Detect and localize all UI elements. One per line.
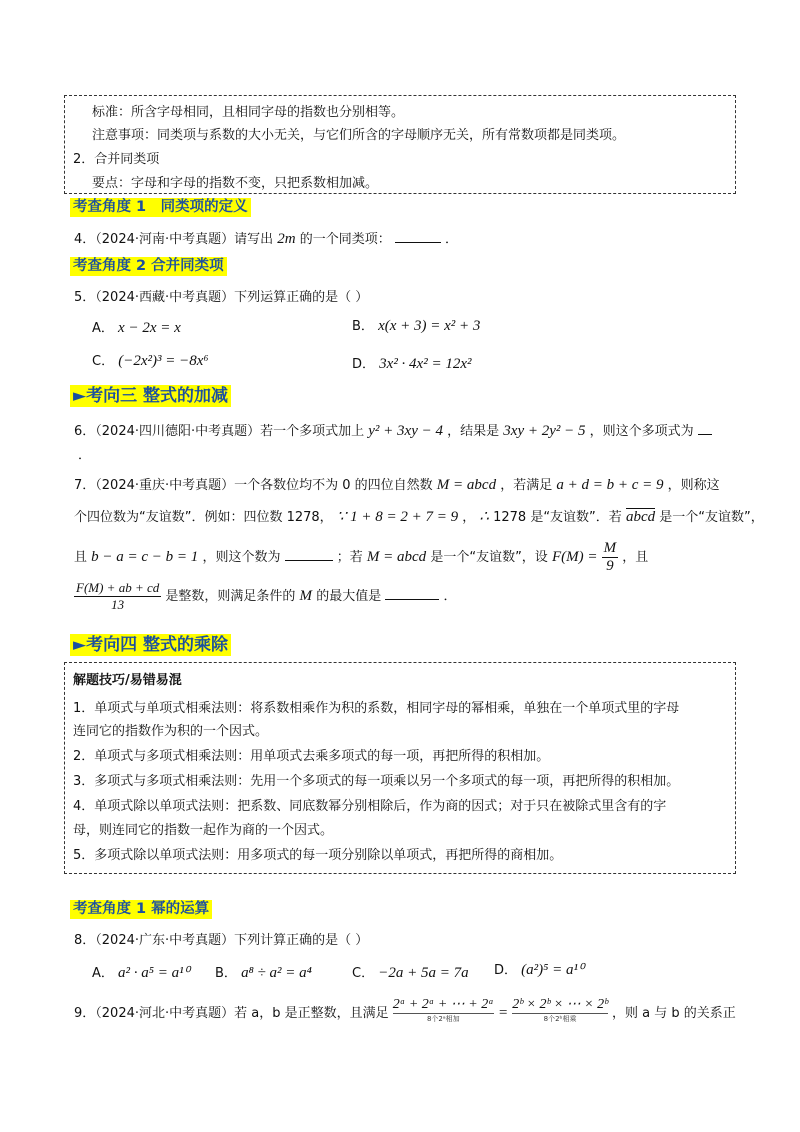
q7-l3-eq: b − a = c − b = 1 — [91, 549, 199, 565]
section-heading-like-terms-definition: 考查角度 1 同类项的定义 — [70, 198, 251, 217]
tips-title: 解题技巧/易错易混 — [73, 673, 182, 688]
question-7-line-4 — [74, 580, 457, 613]
q7-l3-f: F(M) = — [551, 549, 598, 565]
q7-l1-b: ，若满足 — [500, 478, 553, 493]
q7-l4-fraction-numerator: F(M) + ab + cd — [76, 580, 160, 595]
q5-option-a-label: A． — [92, 321, 114, 336]
q7-l1-m: M = abcd — [436, 477, 497, 493]
q9-sum-group — [393, 996, 494, 1024]
section-heading-power-operations: 考查角度 1 幂的运算 — [70, 900, 212, 919]
section-heading-multiplication-division: ►考向四 整式的乘除 — [70, 634, 231, 656]
question-5-stem: 5．（2024·西藏·中考真题）下列运算正确的是（ ） — [74, 290, 369, 305]
q7-l3-a: 且 — [74, 550, 88, 565]
q5-option-a[interactable] — [92, 317, 181, 337]
box-line-notes: 注意事项：同类项与系数的大小无关，与它们所含的字母顺序无关，所有常数项都是同类项。 — [92, 128, 626, 143]
q9-product-group — [512, 996, 608, 1024]
q8-option-b-label: B． — [215, 966, 237, 981]
q8-option-c[interactable] — [352, 962, 469, 982]
q8-option-d[interactable] — [494, 959, 584, 979]
q7-l3-d: 是一个“友谊数”，设 — [430, 550, 548, 565]
q7-l2-abcd: abcd — [625, 509, 656, 525]
tips-line-3: 3．多项式与多项式相乘法则：先用一个多项式的每一项乘以另一个多项式的每一项，再把所得的积相加。 — [73, 774, 680, 789]
q6-expr2: 3xy + 2y² − 5 — [503, 423, 586, 439]
q9-prefix: 9．（2024·河北·中考真题）若 a，b 是正整数，且满足 — [74, 1006, 389, 1021]
q5-option-a-expr: x − 2x = x — [118, 320, 181, 336]
q4-answer-blank[interactable] — [395, 230, 441, 243]
q6-suffix: ，则这个多项式为 — [589, 424, 694, 439]
tips-line-2: 2．单项式与多项式相乘法则：用单项式去乘多项式的每一项，再把所得的积相加。 — [73, 749, 550, 764]
q7-l3-fraction — [602, 540, 619, 575]
tips-line-5: 5．多项式除以单项式法则：用多项式的每一项分别除以单项式，再把所得的商相加。 — [73, 848, 563, 863]
top-definition-box — [64, 95, 736, 194]
question-7-line-1 — [74, 474, 720, 494]
q7-l2-d: 是一个“友谊数”， — [659, 510, 764, 525]
q5-option-b-label: B． — [352, 319, 374, 334]
q7-l3-m: M = abcd — [366, 549, 427, 565]
q5-option-d-label: D． — [352, 357, 376, 372]
q7-blank-1[interactable] — [285, 548, 333, 561]
q5-option-b[interactable] — [352, 315, 480, 335]
q5-option-c-expr: (−2x²)³ = −8x⁶ — [118, 353, 209, 369]
box-line-merge-heading: 2．合并同类项 — [73, 152, 160, 167]
tips-line-1b: 连同它的指数作为积的一个因式。 — [73, 724, 269, 739]
q9-product-underbrace-label: 8个2ᵇ相乘 — [512, 1013, 608, 1024]
question-4 — [74, 228, 458, 248]
q8-option-a-label: A． — [92, 966, 114, 981]
question-9 — [74, 997, 736, 1024]
question-7-line-3 — [74, 540, 648, 575]
q8-option-a[interactable] — [92, 962, 190, 982]
q5-option-d-expr: 3x² · 4x² = 12x² — [379, 356, 472, 372]
q9-suffix: ，则 a 与 b 的关系正 — [612, 1006, 736, 1021]
box-line-key-point: 要点：字母和字母的指数不变，只把系数相加减。 — [92, 176, 379, 191]
q7-l3-e: ，且 — [622, 550, 649, 565]
q6-end: ． — [78, 448, 92, 463]
q7-l4-fraction — [74, 580, 161, 613]
q8-option-d-expr: (a²)⁵ = a¹⁰ — [521, 962, 584, 978]
q6-expr1: y² + 3xy − 4 — [368, 423, 443, 439]
q7-l4-m: M — [299, 588, 313, 604]
q9-sum: 2ᵃ + 2ᵃ + ⋯ + 2ᵃ — [392, 997, 494, 1012]
q7-l2-eq1: ∵ 1 + 8 = 2 + 7 = 9 — [336, 509, 459, 525]
q7-l4-end: ． — [443, 589, 457, 604]
q7-l3-b: ，则这个数为 — [202, 550, 281, 565]
question-6 — [74, 420, 712, 440]
q8-option-c-expr: −2a + 5a = 7a — [378, 965, 469, 981]
q7-l4-b: 的最大值是 — [316, 589, 382, 604]
q8-option-c-label: C． — [352, 966, 375, 981]
q7-l1-a: 7．（2024·重庆·中考真题）一个各数位均不为 0 的四位自然数 — [74, 478, 433, 493]
q6-prefix: 6．（2024·四川德阳·中考真题）若一个多项式加上 — [74, 424, 365, 439]
tips-line-4: 4．单项式除以单项式法则：把系数、同底数幂分别相除后，作为商的因式；对于只在被除式里含有的字 — [73, 799, 667, 814]
q4-expr: 2m — [277, 231, 296, 247]
q8-option-b[interactable] — [215, 962, 312, 982]
q7-l2-eq2: ∴ — [479, 509, 489, 525]
q4-end: ． — [445, 232, 459, 247]
question-7-line-2 — [74, 506, 764, 526]
q4-prefix: 4．（2024·河南·中考真题）请写出 — [74, 232, 274, 247]
q9-product: 2ᵇ × 2ᵇ × ⋯ × 2ᵇ — [512, 997, 608, 1012]
q7-l4-a: 是整数，则满足条件的 — [165, 589, 296, 604]
q6-answer-blank[interactable] — [698, 422, 712, 435]
tips-line-1: 1．单项式与单项式相乘法则：将系数相乘作为积的系数，相同字母的幂相乘，单独在一个单项式里的字母 — [73, 701, 680, 716]
q5-option-d[interactable] — [352, 353, 472, 373]
q5-option-c-label: C． — [92, 354, 115, 369]
question-8-stem: 8．（2024·广东·中考真题）下列计算正确的是（ ） — [74, 933, 369, 948]
section-heading-addition-subtraction: ►考向三 整式的加减 — [70, 385, 231, 407]
q5-option-c[interactable] — [92, 350, 209, 370]
q9-equals: = — [497, 1005, 509, 1021]
q7-l3-fraction-numerator: M — [603, 540, 617, 556]
q8-option-a-expr: a² · a⁵ = a¹⁰ — [118, 965, 190, 981]
q7-l3-c: ；若 — [336, 550, 363, 565]
q4-suffix: 的一个同类项： — [299, 232, 391, 247]
q7-l1-c: ，则称这 — [667, 478, 720, 493]
q7-blank-2[interactable] — [385, 587, 439, 600]
q7-l2-c: 1278 是“友谊数”．若 — [493, 510, 622, 525]
q6-middle: ，结果是 — [447, 424, 500, 439]
box-line-standard: 标准：所含字母相同，且相同字母的指数也分别相等。 — [92, 105, 405, 120]
q7-l4-fraction-denominator: 13 — [111, 597, 125, 612]
q5-option-b-expr: x(x + 3) = x² + 3 — [378, 318, 481, 334]
q9-sum-underbrace-label: 8个2ᵃ相加 — [393, 1013, 494, 1024]
q7-l2-b: ， — [462, 510, 476, 525]
section-heading-combine-like-terms: 考查角度 2 合并同类项 — [70, 257, 227, 276]
tips-box — [64, 662, 736, 874]
q7-l2-a: 个四位数为“友谊数”．例如：四位数 1278， — [74, 510, 333, 525]
q7-l1-eq: a + d = b + c = 9 — [556, 477, 664, 493]
q8-option-b-expr: a⁸ ÷ a² = a⁴ — [241, 965, 312, 981]
q8-option-d-label: D． — [494, 963, 518, 978]
tips-line-4b: 母，则连同它的指数一起作为商的一个因式。 — [73, 823, 334, 838]
q7-l3-fraction-denominator: 9 — [606, 558, 614, 574]
